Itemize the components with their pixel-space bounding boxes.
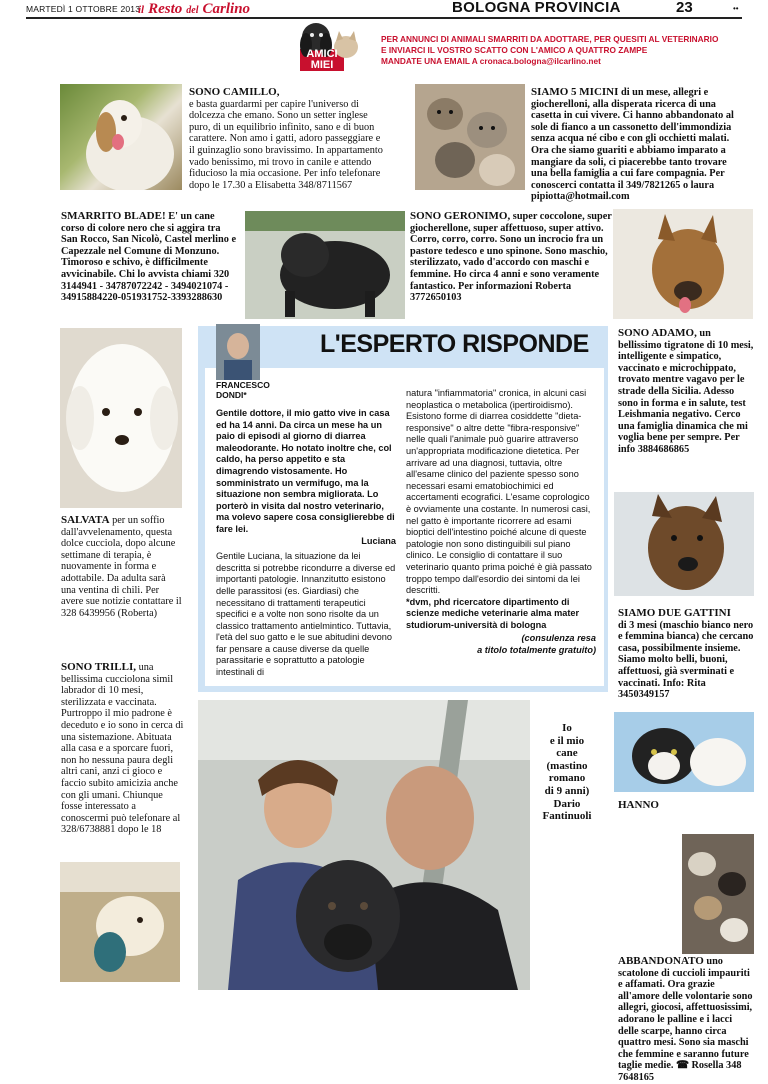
photo-camillo: [60, 84, 182, 190]
caption-line: Fantinuoli: [542, 810, 592, 823]
ad-trilli-lead: SONO TRILLI,: [61, 661, 136, 673]
masthead-logo: [138, 0, 250, 18]
esperto-author: [216, 380, 270, 400]
logo-text-amici: AMICI: [306, 48, 338, 60]
ad-abbandonato-lead: HANNO ABBANDONATO: [618, 799, 704, 967]
esperto-disclaimer-1: (consulenza resa: [521, 633, 596, 644]
ad-blade: [61, 211, 239, 304]
brand-resto: Resto: [148, 1, 183, 17]
issue-date: MARTEDÌ 1 OTTOBRE 2013: [26, 4, 141, 14]
esperto-question: Gentile dottore, il mio gatto vive in casa ed ha 14 anni. Da circa un mese ha un paio di episodi al giorno di diarrea maleodorante. Ho notato inoltre che, col caldo, ha perso appetito e sta dimagrendo vistosamente. Ho somministrato un vermifugo, ma la situazione non sembra migliorata. Lo porterò in visita dal nostro veterinario, ma volevo sapere cosa consiglierebbe di fare lei.: [216, 408, 395, 534]
ad-gattini: [618, 608, 754, 701]
ad-micini-lead: SIAMO 5 MICINI: [531, 86, 619, 98]
section-title: BOLOGNA PROVINCIA: [452, 0, 621, 16]
ad-gattini-body: di 3 mesi (maschio bianco nero e femmina bianca) che cercano casa, possibilmente insieme. Siamo molto belli, buoni, affettuosi, già sverminati e vaccinati. Info: Rita 3450349157: [618, 619, 754, 701]
photo-adamo: [614, 492, 754, 596]
ad-adamo: [618, 328, 754, 456]
esperto-answer-col1: Gentile Luciana, la situazione da lei descritta si potrebbe ricondurre a diverse ed importanti patologie. Innanzitutto esistono delle parassitosi (es. Giardiasi) che necessitano di trattamenti terapeutici specifici e a volte non sono risolte da un classico trattamento antielmintico. Tuttavia, l'età del suo gatto e le sue abitudini devono far pensare a cause diverse da quelle parassitarie e soprattutto a patologie intestinali di: [216, 551, 396, 678]
ad-blade-body: E' un cane corso di colore nero che si aggira tra San Rocco, San Nicolò, Castel merlino e Capezzale nel Comune di Monzuno. Timoroso e schivo, è difficilmente avvicinabile. Chi lo avvista chiami 320 3144941 - 34787072242 - 3494021074 - 34915884220-051931752-3393288630: [61, 211, 237, 304]
caption-line: e il mio: [549, 734, 585, 747]
ad-trilli-body: una bellissima cucciolona simil labrador di 10 mesi, sterilizzata e vaccinata. Purtroppo il mio padrone è deceduto e io sono in cerca di una sistemazione. Abituata alla casa e a sporcare fuori, non ho nessuna paura degli altri cani, anzi ci gioco e faccio subito amicizia anche con gli umani. Chiunque fosse interessato a conoscermi può telefonare al 328/6738881 dopo le 18: [61, 662, 184, 836]
caption-line: cane: [556, 747, 578, 760]
ad-geronimo: [410, 211, 618, 304]
caption-line: romano: [548, 772, 586, 785]
ad-camillo: [189, 87, 385, 191]
esperto-answer-col2: natura "infiammatoria" cronica, in alcuni casi neoplastica o metabolica (ipertiroidismo). Esistono forme di diarrea cosiddette "dieta-responsive" o altre dette "fibra-responsive" nelle quali l'animale può guarire attraverso un'appropriata modificazione dietetica. Per arrivare ad una diagnosi, tuttavia, oltre all'esame clinico del paziente spesso sono necessari esami ematobiochimici ed accertamenti ecografici. L'esame coprologico è ovviamente una costante. In numerosi casi, nel gatto è importante ricorrere ad esami bioptici dell'intestino poiché alcune di queste patologie non sono distinguibili sul piano clinico. Le consiglio di contattare il suo veterinario quanto prima poiché è già passato troppo tempo dall'esordio dei sintomi da lei descritti.: [406, 388, 592, 596]
photo-salvata: [60, 328, 182, 508]
photo-caption: [533, 722, 601, 823]
ad-adamo-lead: SONO ADAMO,: [618, 327, 697, 339]
header-dots: ••: [733, 4, 739, 13]
ad-micini: [531, 87, 743, 203]
brand-carlino: Carlino: [202, 1, 251, 17]
page-number: 23: [676, 0, 693, 16]
banner-line-3: MANDATE UNA EMAIL A cronaca.bologna@ilcarlino.net: [381, 56, 601, 66]
brand-del: del: [186, 5, 199, 16]
caption-line: (mastino: [546, 759, 588, 772]
banner-line-2: E INVIARCI IL VOSTRO SCATTO CON L'AMICO A QUATTRO ZAMPE: [381, 45, 648, 55]
caption-line: Io: [562, 722, 572, 734]
ad-salvata-lead: SALVATA: [61, 514, 110, 526]
photo-author: [216, 324, 260, 380]
caption-line: Dario: [553, 797, 581, 810]
brand-il: il: [138, 4, 145, 16]
author-name: FRANCESCO: [216, 380, 270, 390]
banner-text: [381, 34, 751, 67]
header-rule: [26, 17, 742, 19]
caption-line: di 9 anni): [544, 784, 590, 797]
esperto-disclaimer-2: a titolo totalmente gratuito): [477, 645, 596, 656]
photo-dario-dog: [198, 700, 530, 990]
banner-line-1: PER ANNUNCI DI ANIMALI SMARRITI DA ADOTTARE, PER QUESITI AL VETERINARIO: [381, 34, 719, 44]
ad-camillo-body: e basta guardarmi per capire l'universo di dolcezza che emano. Sono un setter inglese puro, di un equilibrio infinito, sano e di buon carattere. Non amo i gatti, adoro passeggiare e il guinzaglio sono bravissimo. In appartamento vado benissimo, mi trovo in canile e attendo fiducioso la mia occasione. Per info telefonare dopo le 17.30 a Elisabetta 348/8711567: [189, 98, 383, 191]
photo-gattini: [614, 712, 754, 792]
esperto-question-block: [216, 408, 396, 679]
esperto-answer-block: [406, 388, 596, 657]
author-surname: DONDI*: [216, 390, 247, 400]
logo-text-miei: MIEI: [310, 59, 334, 71]
ad-trilli: [61, 662, 185, 836]
banner-email-link[interactable]: cronaca.bologna@ilcarlino.net: [479, 56, 601, 66]
esperto-footnote: *dvm, phd ricercatore dipartimento di scienze mediche veterinarie alma mater studiorum-università di bologna: [406, 596, 580, 630]
ad-geronimo-lead: SONO GERONIMO,: [410, 210, 511, 222]
ad-salvata: [61, 515, 183, 619]
photo-geronimo: [613, 209, 753, 319]
photo-abbandonato: [682, 834, 754, 954]
ad-gattini-lead: SIAMO DUE GATTINI: [618, 607, 731, 619]
ad-geronimo-body: super coccolone, super giocherellone, super affettuoso, super attivo. Corro, corro, corro. Sono un incrocio fra un pastore tedesco e uno spinone. Sono maschio, sterilizzato, vado d'accordo con maschi e femmine. Ho circa 4 anni e sono veramente fantastico. Per informazioni Roberta 3772650103: [410, 211, 612, 304]
ad-salvata-body: per un soffio dall'avvelenamento, questa dolce cucciola, dopo alcune settimane di terapia, è nuovamente in forma e adottabile. Da adulta sarà una ventina di chili. Per avere sue notizie contattare il 328 6439956 (Roberta): [61, 515, 182, 619]
ad-abbandonato: [618, 800, 754, 1084]
photo-micini: [415, 84, 525, 190]
ad-abbandonato-body: uno scatolone di cuccioli impauriti e affamati. Ora grazie all'amore delle volontarie sono allegri, giocosi, affettuosissimi, adorano le palline e i lacci delle scarpe, hanno circa quattro mesi. Sono sia maschi che femmine e saranno future taglie medie. ☎ Rosella 348 7648165: [618, 956, 753, 1083]
photo-blade: [245, 211, 405, 319]
amici-miei-logo: [286, 19, 372, 91]
ad-camillo-lead: SONO CAMILLO,: [189, 86, 280, 98]
ad-blade-lead: SMARRITO BLADE!: [61, 210, 166, 222]
esperto-signature: Luciana: [361, 535, 396, 546]
ad-micini-body: di un mese, allegri e giocherelloni, alla disperata ricerca di una casetta in cui vivere. Ci hanno abbandonato al sole di fianco a un cassonetto dell'immondizia senza acqua né cibo e con gli occhietti malati. Ora che siamo guariti e abbiamo imparato a mangiare da soli, ci piacerebbe tanto trovare una bella famiglia a cui fare compagnia. Per conoscerci contatta il 349/7821265 o laura pipiotta@hotmail.com: [531, 87, 734, 203]
esperto-title: L'ESPERTO RISPONDE: [320, 330, 589, 358]
ad-adamo-body: un bellissimo tigratone di 10 mesi, intelligente e simpatico, vaccinato e microchippato, trovato mentre vagavo per le strade della Sicilia. Adesso sono in forma e in salute, test Leishmania negativo. Cerco una famiglia dinamica che mi voglia bene per sempre. Per info 3884686865: [618, 328, 754, 455]
photo-trilli: [60, 862, 180, 982]
